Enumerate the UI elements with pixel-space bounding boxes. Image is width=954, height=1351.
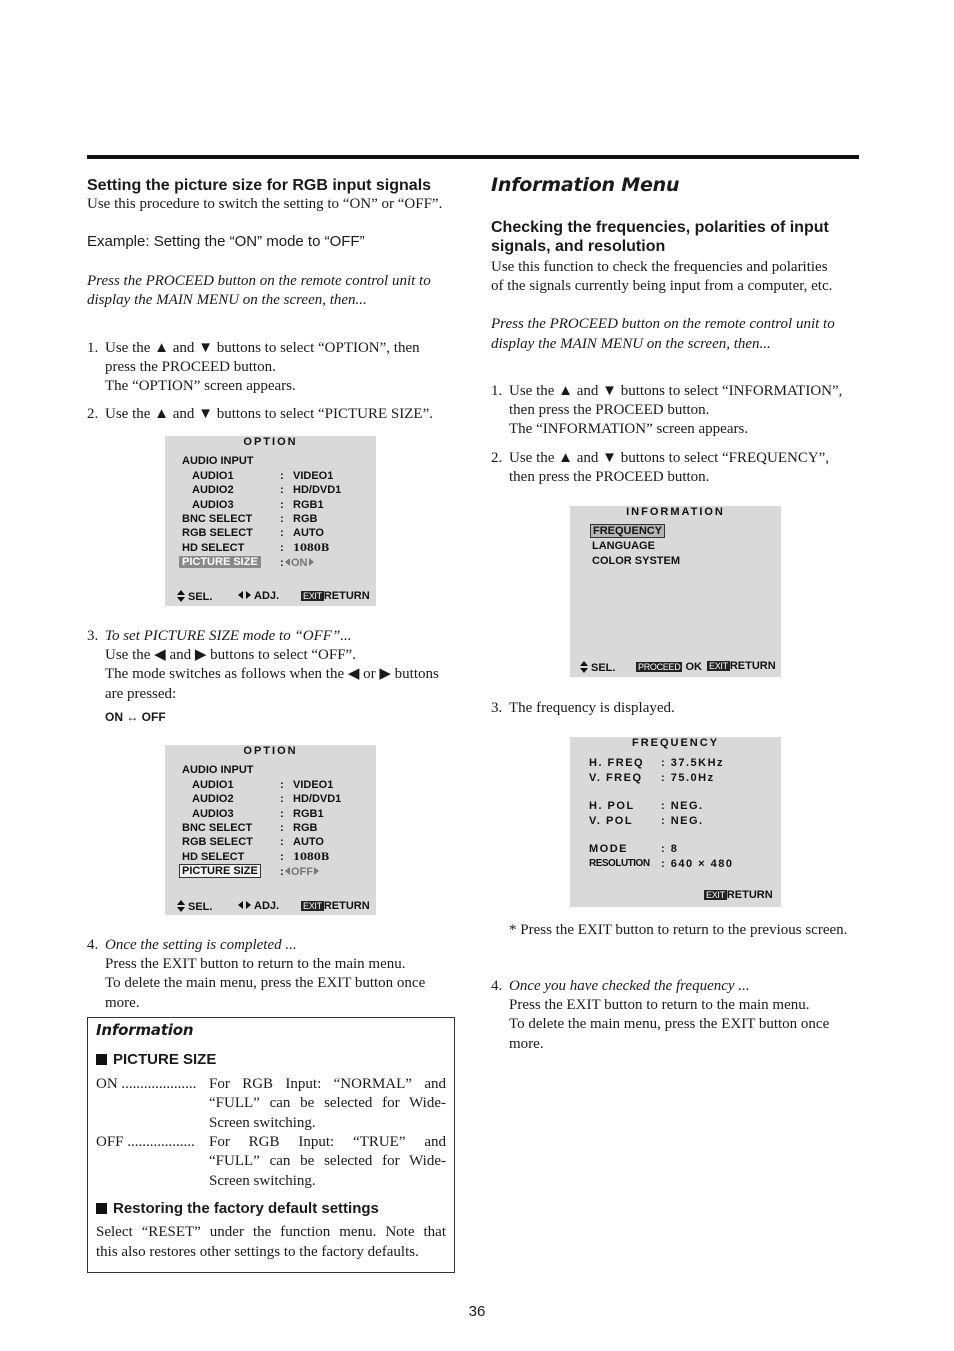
checking-heading-line1: Checking the frequencies, polarities of input bbox=[491, 219, 829, 236]
press-proceed-line2: display the MAIN MENU on the screen, then... bbox=[87, 292, 367, 308]
info-off-key: OFF .................. bbox=[96, 1134, 195, 1150]
page-number: 36 bbox=[468, 1303, 486, 1320]
checking-heading-line2: signals, and resolution bbox=[491, 238, 666, 255]
osd-picture-size-value: ON bbox=[285, 557, 314, 569]
osd-information-screen: INFORMATION FREQUENCY LANGUAGE COLOR SYSTEM SEL. PROCEED OK EXIT RETURN bbox=[570, 506, 781, 677]
example-text: Example: Setting the “ON” mode to “OFF” bbox=[87, 233, 365, 250]
intro-text: Use this procedure to switch the setting to “ON” or “OFF”. bbox=[87, 196, 443, 212]
info-on-key: ON .................... bbox=[96, 1076, 197, 1092]
info-box-reset-heading: Restoring the factory default settings bbox=[96, 1200, 379, 1217]
up-down-arrow-icon bbox=[177, 900, 185, 912]
osd-item-frequency: FREQUENCY bbox=[590, 525, 665, 537]
osd-footer-sel: SEL. bbox=[177, 590, 212, 603]
exit-note: * Press the EXIT button to return to the previous screen. bbox=[509, 922, 848, 938]
section-heading-picture-size: Setting the picture size for RGB input signals bbox=[87, 177, 432, 194]
osd-frequency-screen: FREQUENCY H. FREQ : 37.5KHz V. FREQ : 75.0Hz H. POL : NEG. V. POL : NEG. MODE : 8 RESOLUTION : 640 × 480 EXIT RETURN bbox=[570, 737, 781, 907]
square-bullet-icon bbox=[96, 1054, 107, 1065]
osd-footer-return: EXIT RETURN bbox=[303, 590, 370, 602]
top-rule bbox=[87, 155, 859, 159]
left-right-arrow-icon bbox=[238, 901, 251, 910]
exit-tag-icon: EXIT bbox=[706, 890, 725, 900]
exit-tag-icon: EXIT bbox=[303, 901, 322, 911]
left-right-arrow-icon bbox=[238, 591, 251, 600]
osd-footer-adj: ADJ. bbox=[238, 590, 279, 602]
up-down-arrow-icon bbox=[177, 590, 185, 602]
osd-item-language: LANGUAGE bbox=[592, 540, 655, 552]
osd-option-screen-on: OPTION AUDIO INPUT AUDIO1 : VIDEO1 AUDIO2 : HD/DVD1 AUDIO3 : RGB1 BNC SELECT : RGB RGB SELECT : AUTO HD SELECT : 1080B PICTURE SIZE : ON SEL. ADJ. EXIT RETURN bbox=[165, 436, 376, 606]
info-box-picture-size-heading: PICTURE SIZE bbox=[96, 1051, 216, 1068]
square-bullet-icon bbox=[96, 1203, 107, 1214]
information-menu-title: Information Menu bbox=[491, 174, 680, 196]
osd-picture-size-item: PICTURE SIZE bbox=[179, 865, 261, 877]
up-down-arrow-icon bbox=[580, 661, 588, 673]
toggle-on-off: ON ↔ OFF bbox=[105, 710, 166, 724]
info-box-title: Information bbox=[96, 1021, 194, 1039]
osd-audio-input: AUDIO INPUT bbox=[182, 455, 254, 467]
information-box: Information PICTURE SIZE ON .................... For RGB Input: “NORMAL” and “FULL” can be selected for Wide- Screen switching. OFF .................. For RGB Input: “TRUE” and “FULL” can be selected for Wide- Screen switching. Restoring the factory default settings Select “RESET” under the function menu. Note that this also restores other settings to the factory defaults. bbox=[87, 1017, 455, 1273]
osd-item-color-system: COLOR SYSTEM bbox=[592, 555, 681, 567]
proceed-tag-icon: PROCEED bbox=[638, 662, 681, 672]
osd-picture-size-item: PICTURE SIZE bbox=[179, 556, 261, 568]
press-proceed-line1: Press the PROCEED button on the remote control unit to bbox=[87, 273, 431, 289]
osd-title: OPTION bbox=[243, 436, 298, 448]
osd-option-screen-off: OPTION AUDIO INPUT AUDIO1 : VIDEO1 AUDIO2 : HD/DVD1 AUDIO3 : RGB1 BNC SELECT : RGB RGB SELECT : AUTO HD SELECT : 1080B PICTURE SIZE : OFF SEL. ADJ. EXIT RETURN bbox=[165, 745, 376, 915]
osd-picture-size-value: OFF bbox=[285, 866, 319, 878]
exit-tag-icon: EXIT bbox=[303, 591, 322, 601]
exit-tag-icon: EXIT bbox=[709, 661, 728, 671]
